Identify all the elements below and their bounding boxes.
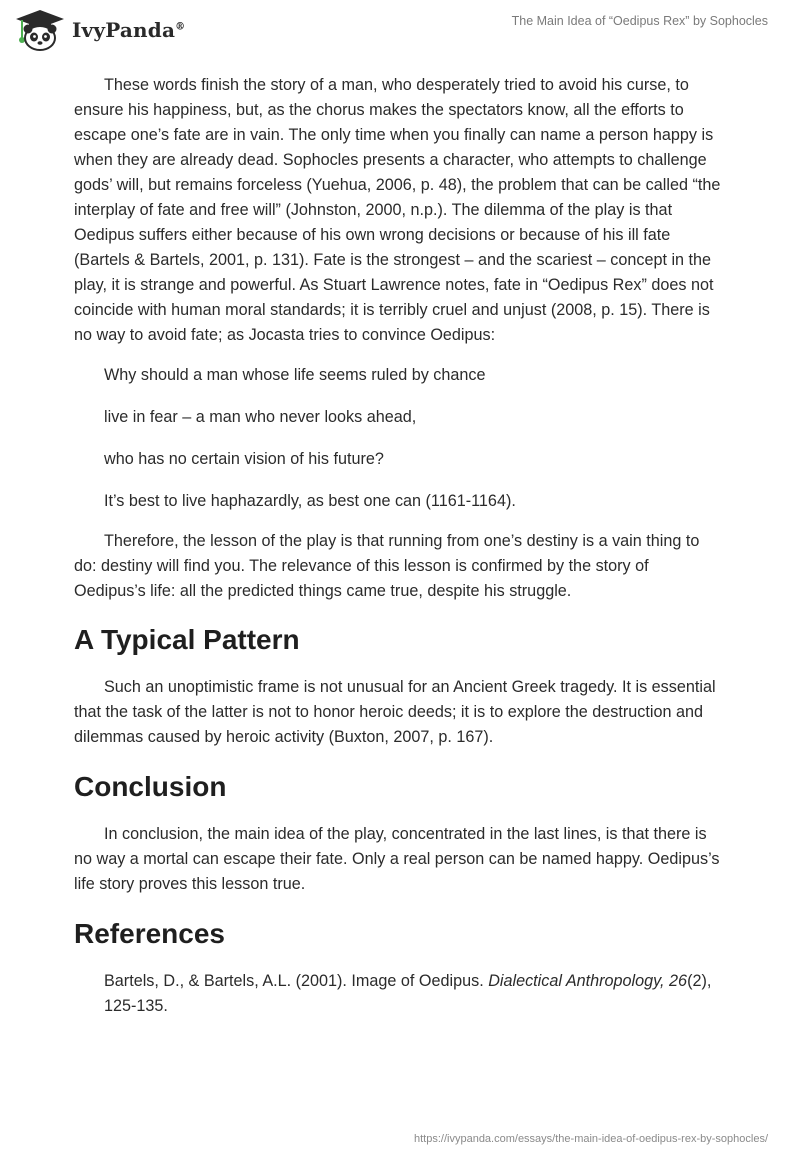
section-heading-references: References [74,918,225,949]
essay-content [74,70,722,1019]
panda-mascot-icon [14,8,66,52]
ivypanda-logo[interactable] [14,8,185,52]
quote-line: Why should a man whose life seems ruled by chance [104,366,486,384]
document-title: The Main Idea of “Oedipus Rex” by Sophocles [511,14,768,28]
brand-name: IvyPanda® [72,18,186,42]
body-paragraph: Therefore, the lesson of the play is that running from one’s destiny is a vain thing to do: destiny will find you. The relevance of this lesson is confirmed by the story of Oedipus’s life: all the predicted things came true, despite his struggle. [74,532,700,600]
reference-entry: Bartels, D., & Bartels, A.L. (2001). Image of Oedipus. Dialectical Anthropology, 26(2), 125-135. [104,972,712,1015]
section-heading-conclusion: Conclusion [74,771,227,802]
source-url[interactable]: https://ivypanda.com/essays/the-main-idea-of-oedipus-rex-by-sophocles/ [414,1133,768,1145]
quote-line: It’s best to live haphazardly, as best one can (1161-1164). [104,492,516,510]
body-paragraph: Such an unoptimistic frame is not unusual for an Ancient Greek tragedy. It is essential that the task of the latter is not to honor heroic deeds; it is to explore the destruction and dilemmas caused by heroic activity (Buxton, 2007, p. 167). [74,678,716,746]
section-heading-typical-pattern: A Typical Pattern [74,624,300,655]
body-paragraph: These words finish the story of a man, who desperately tried to avoid his curse, to ensure his happiness, but, as the chorus makes the spectators know, all the efforts to escape one’s fate are in vain. The only time when you finally can name a person happy is when they are already dead. Sophocles presents a character, who attempts to challenge gods’ will, but remains forceless (Yuehua, 2006, p. 48), the problem that can be called “the interplay of fate and free will” (Johnston, 2000, n.p.). The dilemma of the play is that Oedipus suffers either because of his own wrong decisions or because of his ill fate (Bartels & Bartels, 2001, p. 131). Fate is the strongest – and the scariest – concept in the play, it is strange and powerful. As Stuart Lawrence notes, fate in “Oedipus Rex” does not coincide with human moral standards; it is terribly cruel and unjust (2008, p. 15). There is no way to avoid fate; as Jocasta tries to convince Oedipus: [74,76,721,344]
page-header [0,0,800,70]
quote-line: live in fear – a man who never looks ahead, [104,408,417,426]
body-paragraph: In conclusion, the main idea of the play, concentrated in the last lines, is that there is no way a mortal can escape their fate. Only a real person can be named happy. Oedipus’s life story proves this lesson true. [74,825,720,893]
quote-line: who has no certain vision of his future? [104,450,384,468]
